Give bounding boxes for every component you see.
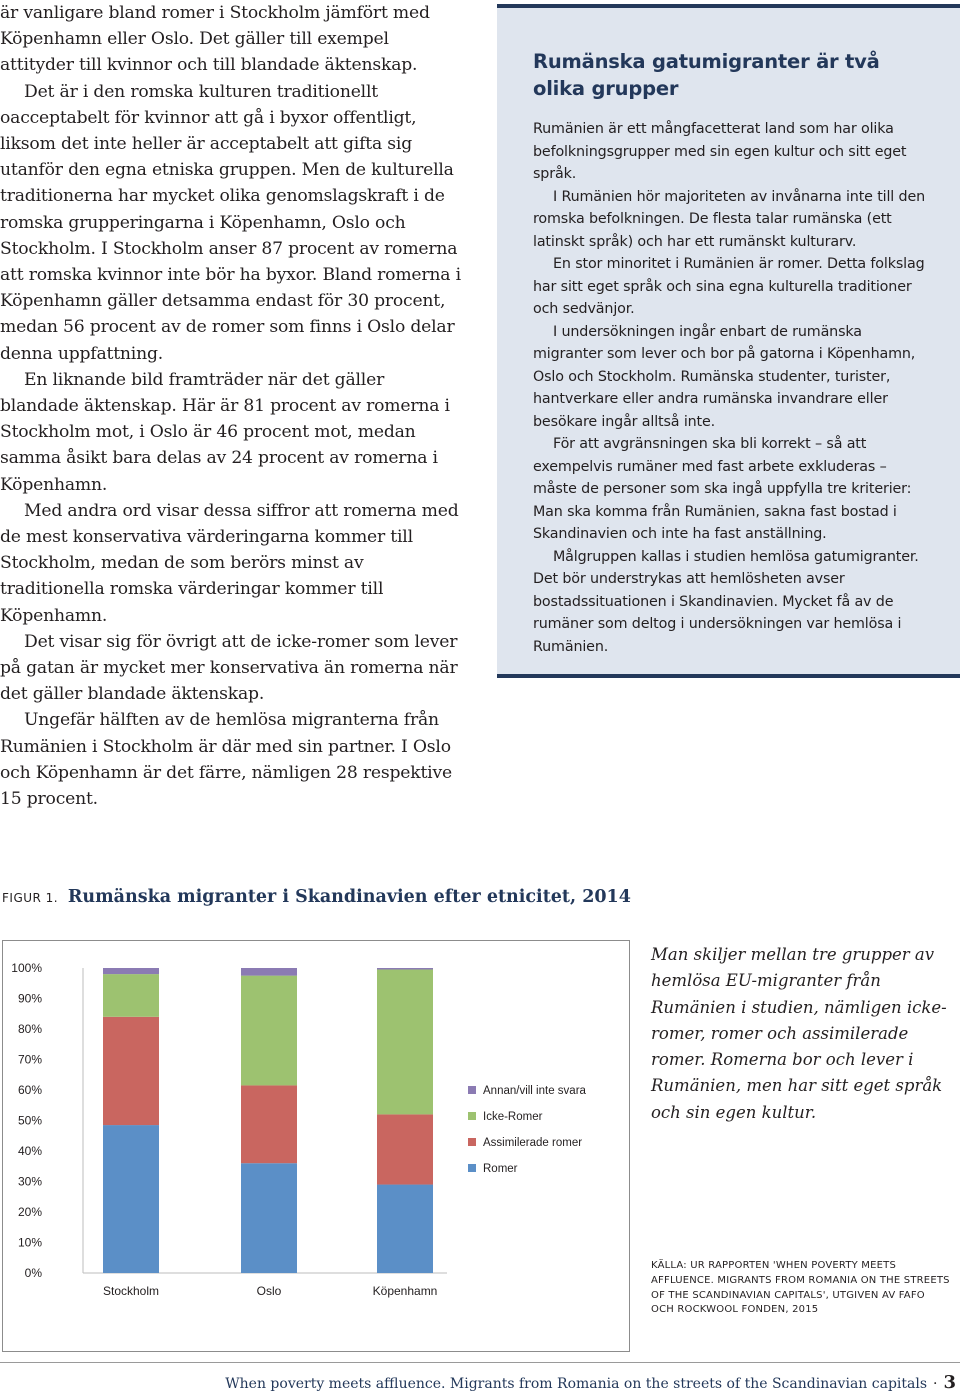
y-tick-label: 90%	[17, 991, 42, 1006]
page-footer	[225, 1372, 956, 1393]
y-tick-label: 20%	[17, 1205, 42, 1219]
bar-segment	[377, 1114, 433, 1184]
x-tick-label: Köpenhamn	[372, 1284, 438, 1298]
legend-label: Assimilerade romer	[483, 1137, 583, 1149]
main-paragraph: En liknande bild framträder när det gäller blandade äktenskap. Här är 81 procent av romerna i Stockholm mot, i Oslo är 46 procent mot, medan samma åsikt bara delas av 24 procent av romerna i Köpenhamn.	[0, 369, 450, 495]
bar-segment	[103, 1125, 159, 1273]
y-tick-label: 30%	[17, 1174, 42, 1189]
figure-label: FIGUR 1.	[2, 891, 59, 905]
bar-segment	[377, 970, 433, 1115]
info-box-paragraph: I Rumänien hör majoriteten av invånarna inte till den romska befolkningen. De flesta talar rumänska (ett latinskt språk) och har ett rumänskt kulturarv.	[533, 188, 925, 250]
footer-rule	[0, 1362, 960, 1363]
bar-segment	[241, 1163, 297, 1273]
source-note: KÄLLA: UR RAPPORTEN 'WHEN POVERTY MEETS AFFLUENCE. MIGRANTS FROM ROMANIA ON THE STREETS OF THE SCANDINAVIAN CAPITALS', UTGIVEN AV FAFO OCH ROCKWOOL FONDEN, 2015	[651, 1260, 950, 1316]
figure-caption	[2, 886, 631, 908]
x-tick-label: Stockholm	[102, 1284, 160, 1298]
info-box-paragraph: I undersökningen ingår enbart de rumänska migranter som lever och bor på gatorna i Köpenhamn, Oslo och Stockholm. Rumänska studenter, turister, hantverkare eller andra rumänska invandrare eller besökare ingår alltså inte.	[533, 323, 916, 430]
x-tick-label: Oslo	[256, 1284, 282, 1298]
bar-segment	[103, 968, 159, 974]
y-tick-label: 70%	[17, 1052, 42, 1067]
main-paragraph: Det visar sig för övrigt att de icke-romer som lever på gatan är mycket mer konservativa än romerna när det gäller blandade äktenskap.	[0, 631, 458, 705]
legend-label: Annan/vill inte svara	[483, 1085, 586, 1097]
y-tick-label: 40%	[17, 1144, 42, 1158]
stacked-bar-chart	[2, 940, 630, 1352]
bar-segment	[241, 976, 297, 1086]
bar-segment	[103, 1017, 159, 1125]
main-paragraph: är vanligare bland romer i Stockholm jämfört med Köpenhamn eller Oslo. Det gäller till exempel attityder till kvinnor och till blandade äktenskap.	[0, 3, 430, 76]
bar-segment	[241, 1085, 297, 1163]
bar-segment	[377, 968, 433, 970]
y-tick-label: 0%	[24, 1266, 42, 1280]
footer-separator: ·	[933, 1376, 938, 1392]
legend-label: Icke-Romer	[483, 1111, 543, 1123]
y-tick-label: 100%	[11, 961, 42, 975]
info-box	[497, 4, 960, 678]
legend-label: Romer	[483, 1163, 518, 1175]
legend-swatch	[468, 1138, 476, 1146]
legend-swatch	[468, 1164, 476, 1172]
main-paragraph: Ungefär hälften av de hemlösa migranterna från Rumänien i Stockholm är där med sin partner. I Oslo och Köpenhamn är det färre, nämligen 28 respektive 15 procent.	[0, 710, 452, 810]
legend-swatch	[468, 1112, 476, 1120]
figure-title: Rumänska migranter i Skandinavien efter etnicitet, 2014	[67, 887, 631, 907]
running-title: When poverty meets affluence. Migrants from Romania on the streets of the Scandinavian capitals	[225, 1376, 928, 1392]
main-text-column	[0, 0, 466, 812]
info-box-paragraph: Rumänien är ett mångfacetterat land som har olika befolkningsgrupper med sin egen kultur och sitt eget språk.	[533, 121, 907, 182]
main-paragraph: Med andra ord visar dessa siffror att romerna med de mest konservativa värderingarna kommer till Stockholm, medan de som berörs minst av traditionella romska värderingar kommer till Köpenhamn.	[0, 500, 459, 626]
y-tick-label: 60%	[17, 1083, 42, 1097]
info-box-paragraph: En stor minoritet i Rumänien är romer. Detta folkslag har sitt eget språk och sina egna kulturella traditioner och sedvänjor.	[533, 256, 925, 317]
y-tick-label: 10%	[17, 1235, 42, 1250]
bar-segment	[241, 968, 297, 976]
info-box-paragraph: För att avgränsningen ska bli korrekt – så att exempelvis rumäner med fast arbete exkluderas – måste de personer som ska ingå uppfylla tre kriterier: Man ska komma från Rumänien, sakna fast bostad i Skandinavien och inte ha fast anställning.	[533, 436, 912, 542]
info-box-paragraph: Målgruppen kallas i studien hemlösa gatumigranter. Det bör understrykas att hemlösheten avser bostadssituationen i Skandinavien. Mycket få av de rumäner som deltog i undersökningen var hemlösa i Rumänien.	[533, 548, 919, 655]
y-tick-label: 80%	[17, 1022, 42, 1036]
y-tick-label: 50%	[17, 1113, 42, 1128]
chart-note: Man skiljer mellan tre grupper av hemlösa EU-migranter från Rumänien i studien, nämligen icke-romer, romer och assimilerade romer. Romerna bor och lever i Rumänien, men har sitt eget språk och sin egen kultur.	[651, 945, 947, 1122]
main-paragraph: Det är i den romska kulturen traditionellt oacceptabelt för kvinnor att gå i byxor offentligt, liksom det inte heller är acceptabelt att gifta sig utanför den egna etniska gruppen. Men de kulturella traditionerna har mycket olika genomslagskraft i de romska grupperingarna i Köpenhamn, Oslo och Stockholm. I Stockholm anser 87 procent av romerna att romska kvinnor inte bör ha byxor. Bland romerna i Köpenhamn gäller detsamma endast för 30 procent, medan 56 procent av de romer som finns i Oslo delar denna uppfattning.	[0, 81, 461, 364]
legend-swatch	[468, 1086, 476, 1094]
page-number: 3	[943, 1372, 956, 1393]
info-box-title: Rumänska gatumigranter är två olika grupper	[533, 50, 880, 100]
bar-segment	[377, 1185, 433, 1273]
bar-segment	[103, 974, 159, 1017]
